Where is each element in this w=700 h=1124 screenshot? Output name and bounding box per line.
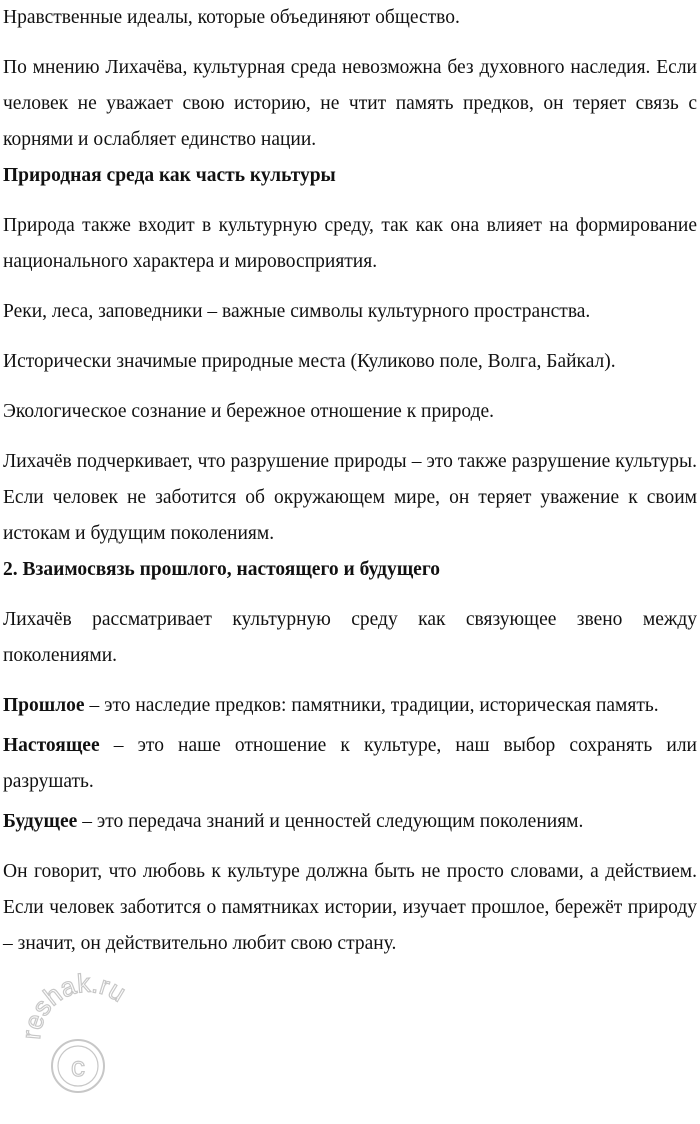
- term-present: Настоящее: [3, 735, 100, 756]
- definition-future: [3, 804, 697, 840]
- definition-future-text: – это передача знаний и ценностей следующим поколениям.: [77, 811, 584, 832]
- paragraph-moral-ideals: Нравственные идеалы, которые объединяют общество.: [3, 7, 460, 28]
- paragraph-rivers-forests: Реки, леса, заповедники – важные символы культурного пространства.: [3, 301, 591, 322]
- paragraph-ecological-awareness: Экологическое сознание и бережное отношение к природе.: [3, 401, 495, 422]
- definition-past: [3, 688, 697, 724]
- paragraph-nature-culture: Природа также входит в культурную среду, так как она влияет на формирование национального характера и мировосприятия.: [3, 215, 697, 272]
- paragraph-connecting-link: Лихачёв рассматривает культурную среду как связующее звено между поколениями.: [3, 609, 697, 666]
- definition-present-text: – это наше отношение к культуре, наш выбор сохранять или разрушать.: [3, 735, 697, 792]
- term-future: Будущее: [3, 811, 78, 832]
- definition-past-text: – это наследие предков: памятники, традиции, историческая память.: [84, 695, 659, 716]
- svg-text:c: c: [71, 1051, 85, 1082]
- copyright-icon: [18, 968, 168, 1118]
- heading-natural-environment: Природная среда как часть культуры: [3, 165, 336, 186]
- term-past: Прошлое: [3, 695, 85, 716]
- watermark: [18, 968, 168, 1118]
- svg-text:reshak.ru: [18, 968, 131, 1041]
- watermark-text: reshak.ru: [18, 968, 132, 1041]
- paragraph-spiritual-heritage: По мнению Лихачёва, культурная среда невозможна без духовного наследия. Если человек не уважает свою историю, не чтит память предков, он теряет связь с корнями и ослабляет единство нации.: [3, 57, 697, 150]
- heading-past-present-future: 2. Взаимосвязь прошлого, настоящего и будущего: [3, 559, 440, 580]
- definition-present: [3, 728, 697, 800]
- document-body: [3, 0, 697, 962]
- paragraph-nature-destruction: Лихачёв подчеркивает, что разрушение природы – это также разрушение культуры. Если человек не заботится об окружающем мире, он теряет уважение к своим истокам и будущим поколениям.: [3, 451, 697, 544]
- paragraph-historic-places: Исторически значимые природные места (Куликово поле, Волга, Байкал).: [3, 351, 616, 372]
- paragraph-love-for-culture: Он говорит, что любовь к культуре должна быть не просто словами, а действием. Если человек заботится о памятниках истории, изучает прошлое, бережёт природу – значит, он действительно любит свою страну.: [3, 861, 697, 954]
